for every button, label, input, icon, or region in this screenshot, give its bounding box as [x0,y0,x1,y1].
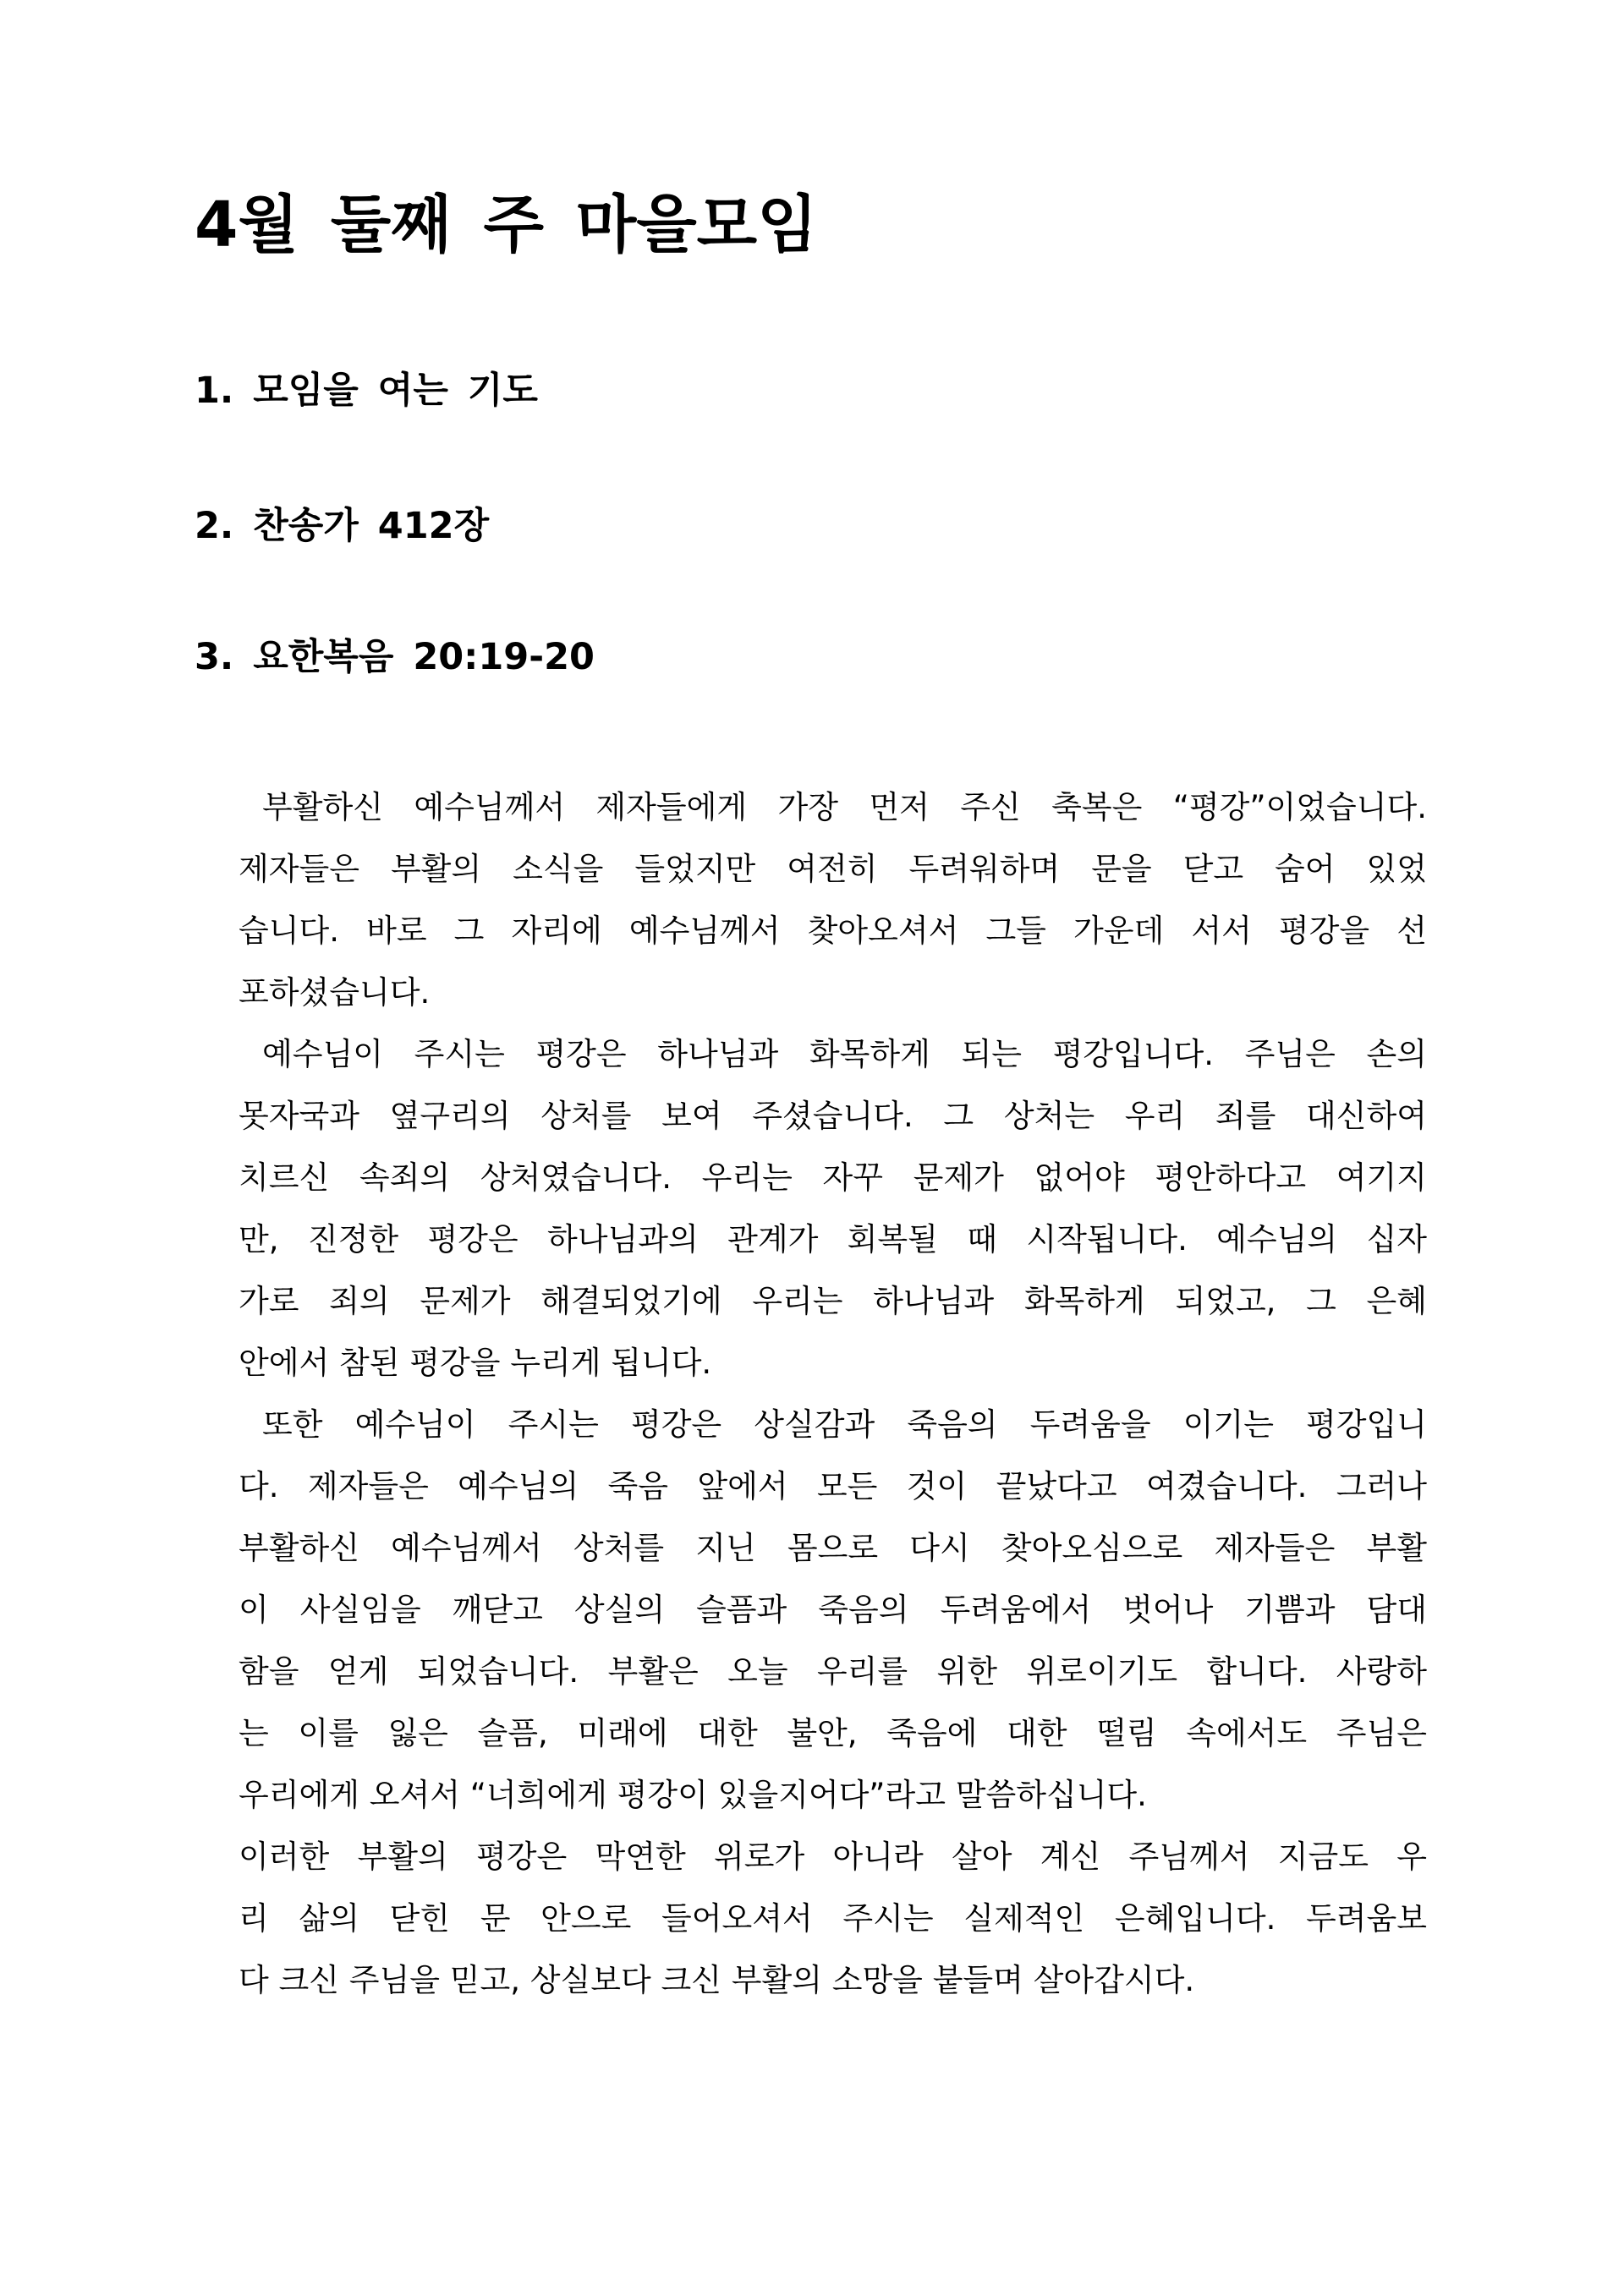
section-heading-scripture: 3. 요한복음 20:19-20 [195,636,595,678]
body-line: 다. 제자들은 예수님의 죽음 앞에서 모든 것이 끝났다고 여겼습니다. 그러나 [239,1468,1427,1504]
section-heading-prayer: 1. 모임을 여는 기도 [195,370,538,412]
sermon-body [239,776,1427,2011]
body-line: 부활하신 예수님께서 제자들에게 가장 먼저 주신 축복은 “평강”이었습니다. [262,789,1427,825]
body-line: 제자들은 부활의 소식을 들었지만 여전히 두려워하며 문을 닫고 숨어 있었 [239,851,1427,887]
page-title: 4월 둘째 주 마을모임 [195,189,818,261]
body-line: 또한 예수님이 주시는 평강은 상실감과 죽음의 두려움을 이기는 평강입니 [262,1406,1427,1443]
body-line: 우리에게 오셔서 “너희에게 평강이 있을지어다”라고 말씀하십니다. [239,1777,1147,1813]
body-line: 이러한 부활의 평강은 막연한 위로가 아니라 살아 계신 주님께서 지금도 우 [239,1838,1427,1875]
body-line: 부활하신 예수님께서 상처를 지닌 몸으로 다시 찾아오심으로 제자들은 부활 [239,1530,1427,1566]
body-line: 치르신 속죄의 상처였습니다. 우리는 자꾸 문제가 없어야 평안하다고 여기지 [239,1159,1427,1196]
body-line: 습니다. 바로 그 자리에 예수님께서 찾아오셔서 그들 가운데 서서 평강을 선 [239,912,1427,949]
body-line: 못자국과 옆구리의 상처를 보여 주셨습니다. 그 상처는 우리 죄를 대신하여 [239,1098,1427,1134]
body-line: 다 크신 주님을 믿고, 상실보다 크신 부활의 소망을 붙들며 살아갑시다. [239,1962,1195,1998]
body-line: 만, 진정한 평강은 하나님과의 관계가 회복될 때 시작됩니다. 예수님의 십자 [239,1221,1427,1258]
body-line: 이 사실임을 깨닫고 상실의 슬픔과 죽음의 두려움에서 벗어나 기쁨과 담대 [239,1592,1427,1628]
body-line: 리 삶의 닫힌 문 안으로 들어오셔서 주시는 실제적인 은혜입니다. 두려움보 [239,1900,1427,1937]
body-line: 가로 죄의 문제가 해결되었기에 우리는 하나님과 화목하게 되었고, 그 은혜 [239,1283,1427,1319]
body-line: 안에서 참된 평강을 누리게 됩니다. [239,1345,712,1381]
body-line: 는 이를 잃은 슬픔, 미래에 대한 불안, 죽음에 대한 떨림 속에서도 주님은 [239,1715,1427,1751]
section-heading-hymn: 2. 찬송가 412장 [195,505,490,547]
body-line: 포하셨습니다. [239,974,431,1011]
body-line: 예수님이 주시는 평강은 하나님과 화목하게 되는 평강입니다. 주님은 손의 [262,1036,1427,1072]
body-line: 함을 얻게 되었습니다. 부활은 오늘 우리를 위한 위로이기도 합니다. 사랑하 [239,1653,1427,1690]
